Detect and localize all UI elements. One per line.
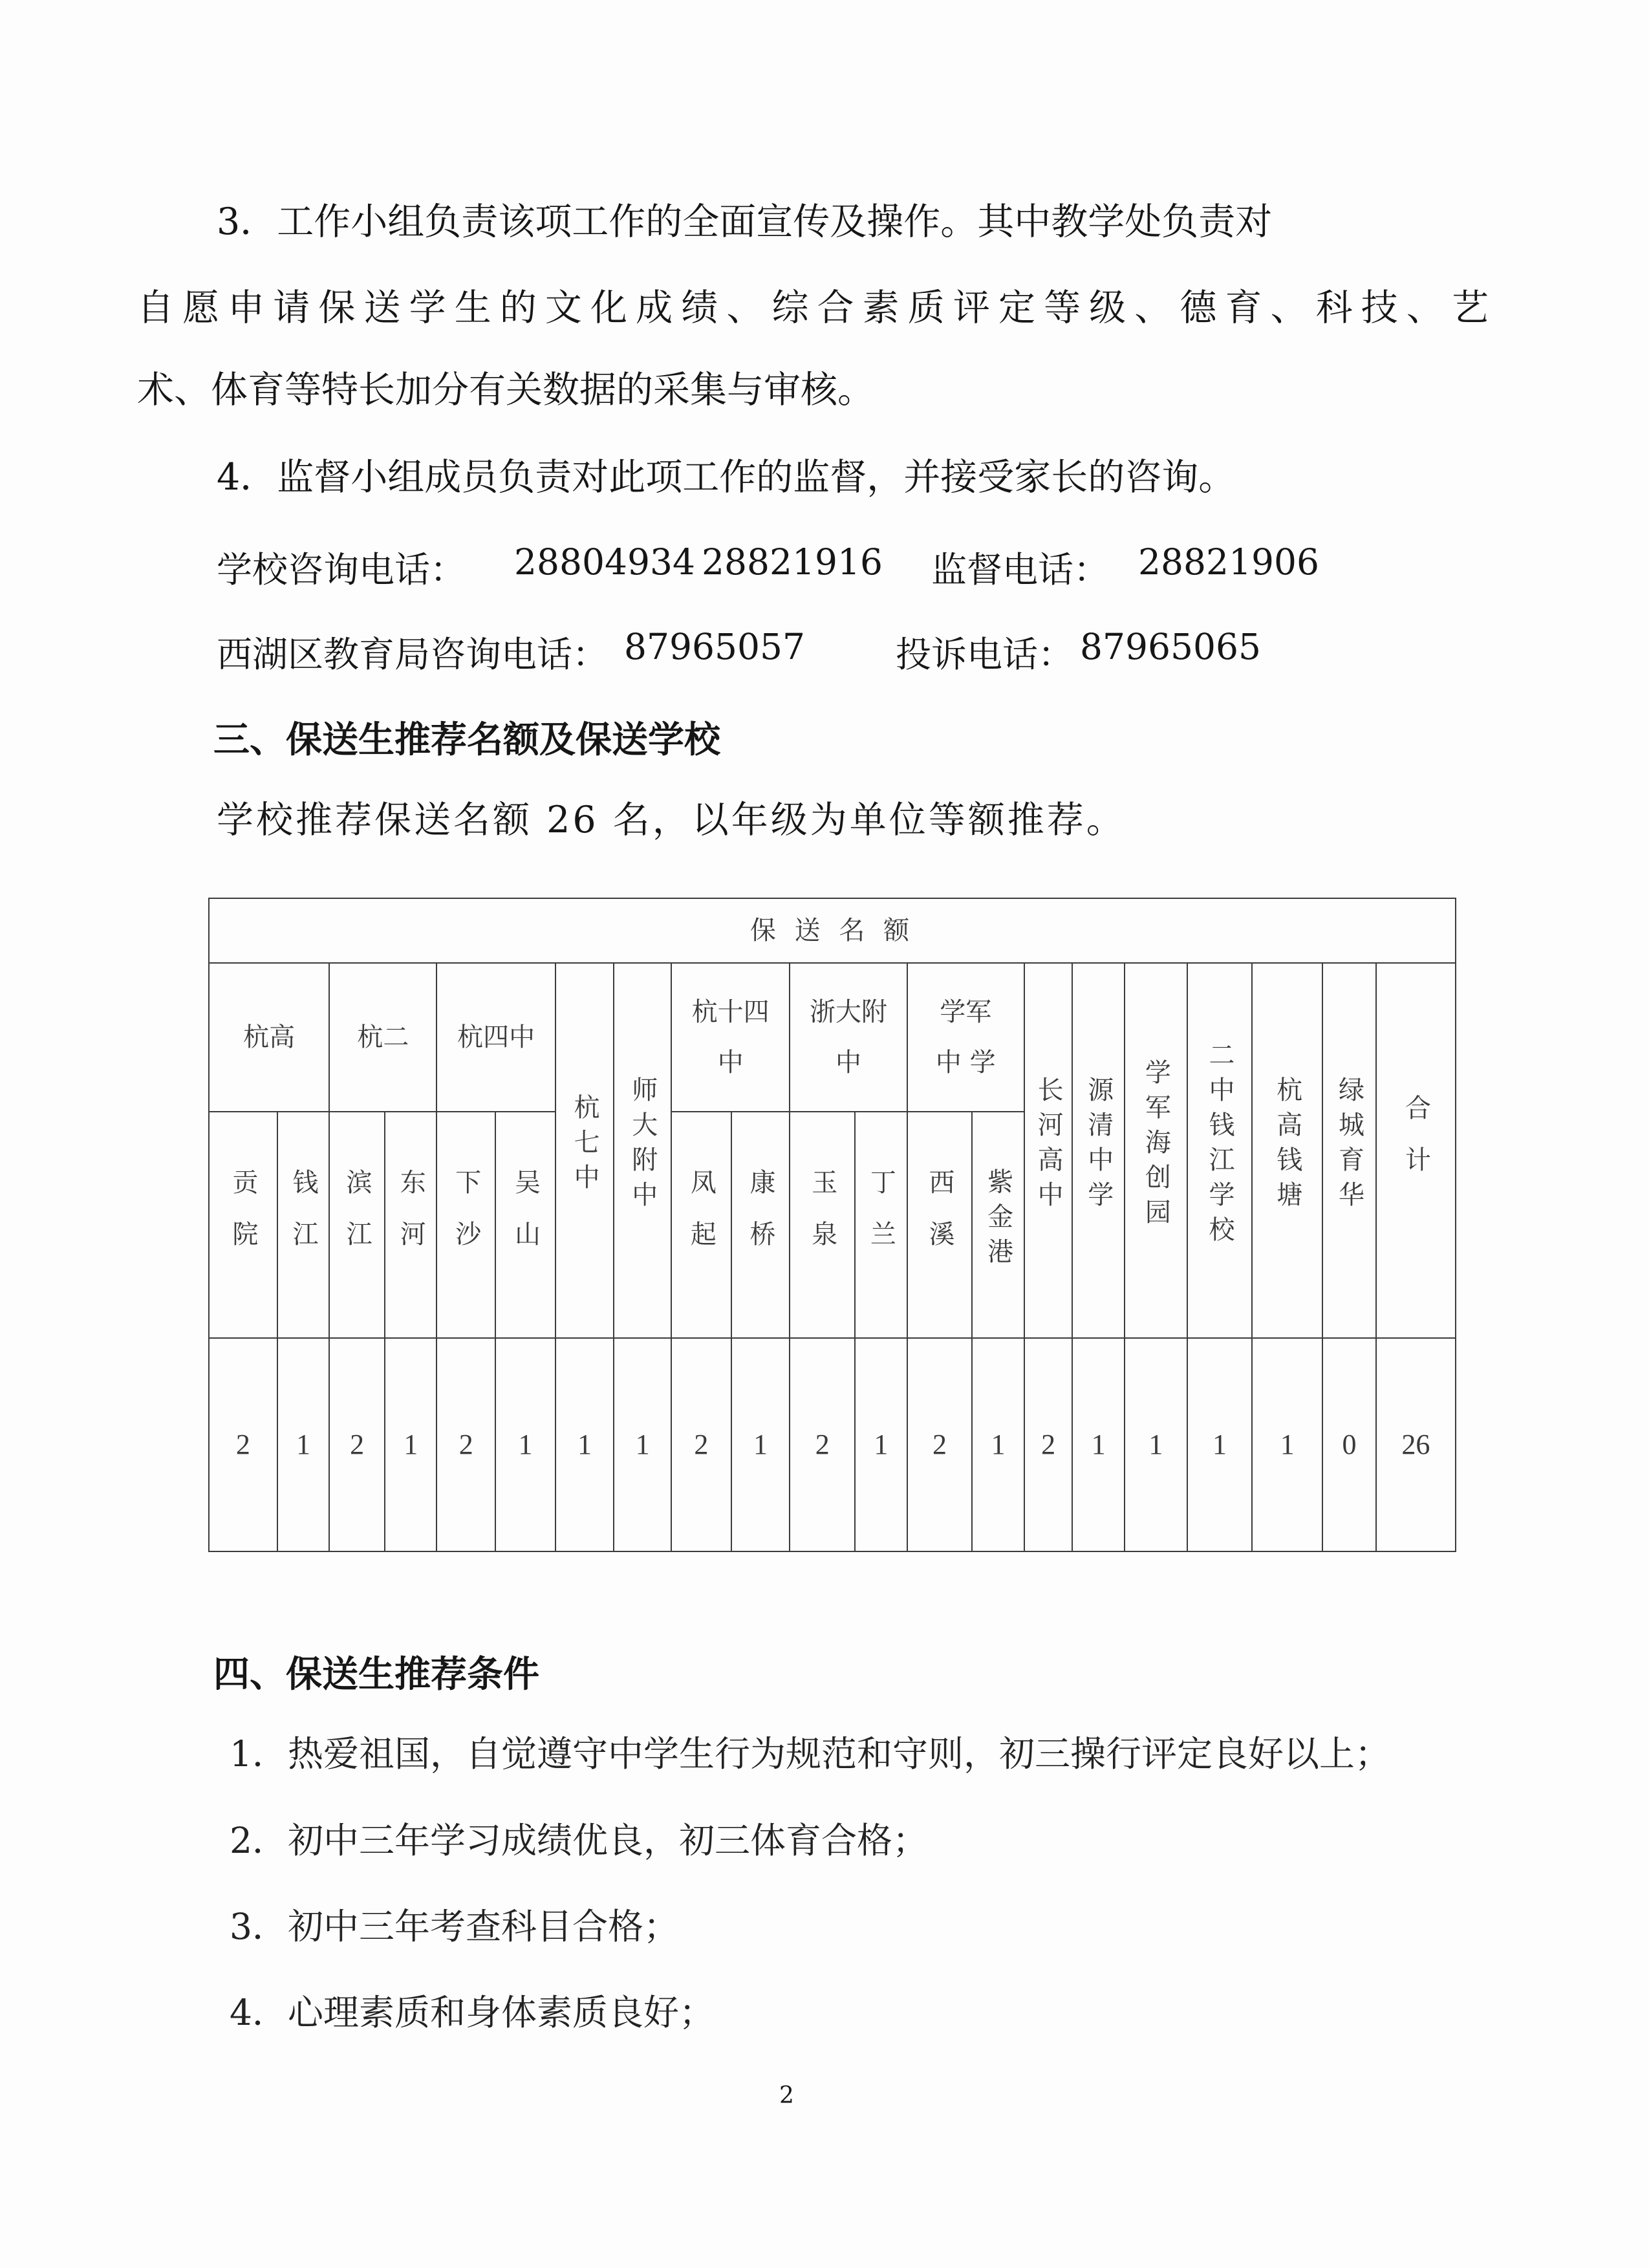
group-yuanqing: 源清中学	[1072, 963, 1125, 1338]
group-xuejunzhongxue	[907, 963, 1024, 1112]
group-hangshisi-line1: 杭十四	[691, 997, 770, 1027]
paragraph-4: 4．监督小组成员负责对此项工作的监督，并接受家长的咨询。	[217, 456, 1236, 499]
condition-1: 1．热爱祖国，自觉遵守中学生行为规范和守则，初三操行评定良好以上；	[230, 1733, 1390, 1775]
value-zijingang: 1	[972, 1338, 1024, 1551]
condition-3: 3．初中三年考查科目合格；	[230, 1906, 679, 1947]
paragraph-3-line-1: 3．工作小组负责该项工作的全面宣传及操作。其中教学处负责对	[217, 200, 1273, 243]
supervise-phone-label: 监督电话：	[931, 549, 1110, 590]
campus-xiasha: 下沙	[436, 1112, 495, 1338]
table-title: 保 送 名 额	[209, 898, 1456, 963]
value-kangqiao: 1	[731, 1338, 790, 1551]
value-yuquan: 2	[790, 1338, 855, 1551]
value-xixi: 2	[907, 1338, 973, 1551]
value-dinglan: 1	[855, 1338, 907, 1551]
group-hanggao: 杭高	[209, 963, 329, 1112]
group-zhedafuzhong	[790, 963, 907, 1112]
paragraph-3-line-2: 自愿申请保送学生的文化成绩、综合素质评定等级、德育、科技、艺	[137, 286, 1489, 329]
campus-wushan: 吴山	[495, 1112, 555, 1338]
campus-donghe: 东河	[385, 1112, 437, 1338]
group-zheda-line1: 浙大附	[809, 997, 887, 1027]
school-phone-2: 28821916	[702, 541, 883, 583]
bureau-phone: 87965057	[624, 626, 805, 667]
bureau-phone-label: 西湖区教育局咨询电话：	[217, 634, 609, 675]
page-number: 2	[779, 2082, 794, 2109]
group-hanger: 杭二	[329, 963, 436, 1112]
campus-qianjiang: 钱江	[277, 1112, 330, 1338]
group-hangsizhong: 杭四中	[436, 963, 555, 1112]
group-total: 合计	[1376, 963, 1456, 1338]
value-lvchengyuhua: 0	[1322, 1338, 1376, 1551]
group-hangshisi-line2: 中	[717, 1048, 744, 1077]
campus-zijingang: 紫金港	[972, 1112, 1024, 1338]
value-donghe: 1	[385, 1338, 437, 1551]
group-zheda-line2: 中	[835, 1048, 861, 1077]
values-row	[209, 1338, 1456, 1551]
group-lvchengyuhua: 绿城育华	[1322, 963, 1376, 1338]
group-hangqizhong: 杭七中	[555, 963, 614, 1338]
campus-kangqiao: 康桥	[731, 1112, 790, 1338]
value-yuanqing: 1	[1072, 1338, 1125, 1551]
campus-xixi: 西溪	[907, 1112, 973, 1338]
group-xuejun-line2: 中 学	[935, 1048, 996, 1077]
paragraph-3-line-3: 术、体育等特长加分有关数据的采集与审核。	[137, 369, 874, 411]
quota-table	[208, 898, 1456, 1552]
campus-binjiang: 滨江	[329, 1112, 385, 1338]
value-gongyuan: 2	[209, 1338, 277, 1551]
group-hangshisizhong	[671, 963, 790, 1112]
condition-4: 4．心理素质和身体素质良好；	[230, 1992, 715, 2033]
value-wushan: 1	[495, 1338, 555, 1551]
value-erzhongqianjiang: 1	[1187, 1338, 1253, 1551]
value-changhe: 2	[1024, 1338, 1073, 1551]
campus-dinglan: 丁兰	[855, 1112, 907, 1338]
value-xiasha: 2	[436, 1338, 495, 1551]
school-phone-1: 28804934	[514, 541, 695, 583]
group-hanggaoqiantang: 杭高钱塘	[1252, 963, 1322, 1338]
group-changhe: 长河高中	[1024, 963, 1073, 1338]
school-phone-label: 学校咨询电话：	[217, 549, 466, 590]
value-total: 26	[1376, 1338, 1456, 1551]
group-shidafuzhong: 师大附中	[614, 963, 671, 1338]
section-3-text: 学校推荐保送名额 26 名，以年级为单位等额推荐。	[217, 799, 1126, 841]
value-binjiang: 2	[329, 1338, 385, 1551]
value-xuejunhaichuang: 1	[1125, 1338, 1187, 1551]
campus-gongyuan: 贡院	[209, 1112, 277, 1338]
group-xuejunhaichuang: 学军海创园	[1125, 963, 1187, 1338]
complaint-phone: 87965065	[1080, 626, 1261, 667]
value-qianjiang: 1	[277, 1338, 330, 1551]
campus-yuquan: 玉泉	[790, 1112, 855, 1338]
campus-fengqi: 凤起	[671, 1112, 731, 1338]
group-erzhongqianjiang: 二中钱江学校	[1187, 963, 1253, 1338]
value-shidafuzhong: 1	[614, 1338, 671, 1551]
value-hanggaoqiantang: 1	[1252, 1338, 1322, 1551]
supervise-phone: 28821906	[1138, 541, 1319, 583]
section-3-heading: 三、保送生推荐名额及保送学校	[213, 719, 720, 761]
complaint-phone-label: 投诉电话：	[896, 634, 1074, 675]
section-4-heading: 四、保送生推荐条件	[213, 1654, 539, 1696]
value-fengqi: 2	[671, 1338, 731, 1551]
value-hangqizhong: 1	[555, 1338, 614, 1551]
group-xuejun-line1: 学军	[940, 997, 992, 1027]
condition-2: 2．初中三年学习成绩优良，初三体育合格；	[230, 1820, 928, 1861]
